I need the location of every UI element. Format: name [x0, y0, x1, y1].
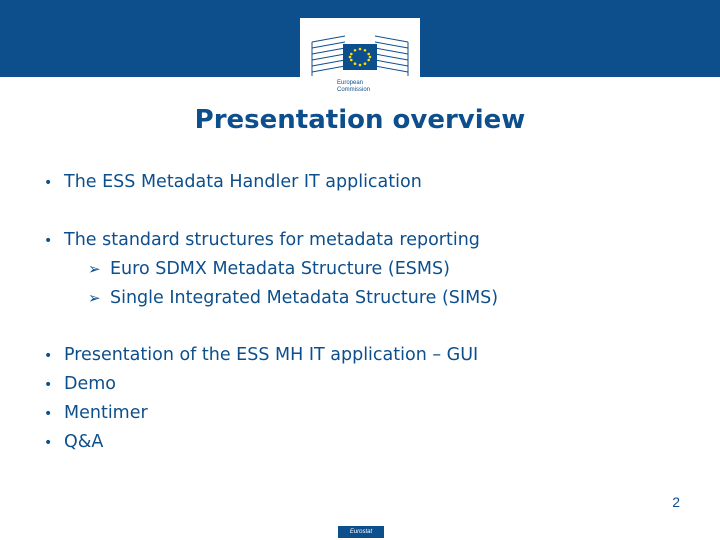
slide-title: Presentation overview	[194, 105, 526, 135]
bullet-item	[44, 403, 478, 432]
bullet-dot-icon: •	[44, 175, 53, 191]
bullet-text: The standard structures for metadata reporting	[64, 230, 480, 250]
bullet-text: The ESS Metadata Handler IT application	[64, 172, 422, 192]
eurostat-badge: Eurostat	[338, 526, 384, 538]
ec-logo-label	[337, 80, 397, 94]
bullet-text: Mentimer	[64, 403, 148, 423]
bullet-text: Q&A	[64, 432, 104, 452]
sub-bullet-text: Euro SDMX Metadata Structure (ESMS)	[110, 259, 450, 279]
sub-bullet-item	[44, 288, 498, 317]
bullet-dot-icon: •	[44, 377, 53, 393]
logo-label-line2: Commission	[337, 87, 371, 93]
bullet-text: Demo	[64, 374, 116, 394]
bullet-item	[44, 432, 478, 461]
bullet-group-2	[44, 230, 498, 317]
sub-bullet-text: Single Integrated Metadata Structure (SIMS)	[110, 288, 499, 308]
bullet-item	[44, 374, 478, 403]
bullet-item	[44, 172, 422, 201]
sub-bullet-item	[44, 259, 498, 288]
bullet-item	[44, 230, 498, 259]
bullet-group-1	[44, 172, 422, 201]
page-number: 2	[672, 494, 680, 510]
bullet-item	[44, 345, 478, 374]
bullet-dot-icon: •	[44, 348, 53, 364]
bullet-dot-icon: •	[44, 435, 53, 451]
bullet-text: Presentation of the ESS MH IT application – GUI	[64, 345, 479, 365]
bullet-dot-icon: •	[44, 406, 53, 422]
arrow-bullet-icon: ➢	[88, 260, 101, 278]
arrow-bullet-icon: ➢	[88, 289, 101, 307]
bullet-group-3	[44, 345, 478, 461]
bullet-dot-icon: •	[44, 233, 53, 249]
logo-label-line1: European	[337, 80, 364, 86]
